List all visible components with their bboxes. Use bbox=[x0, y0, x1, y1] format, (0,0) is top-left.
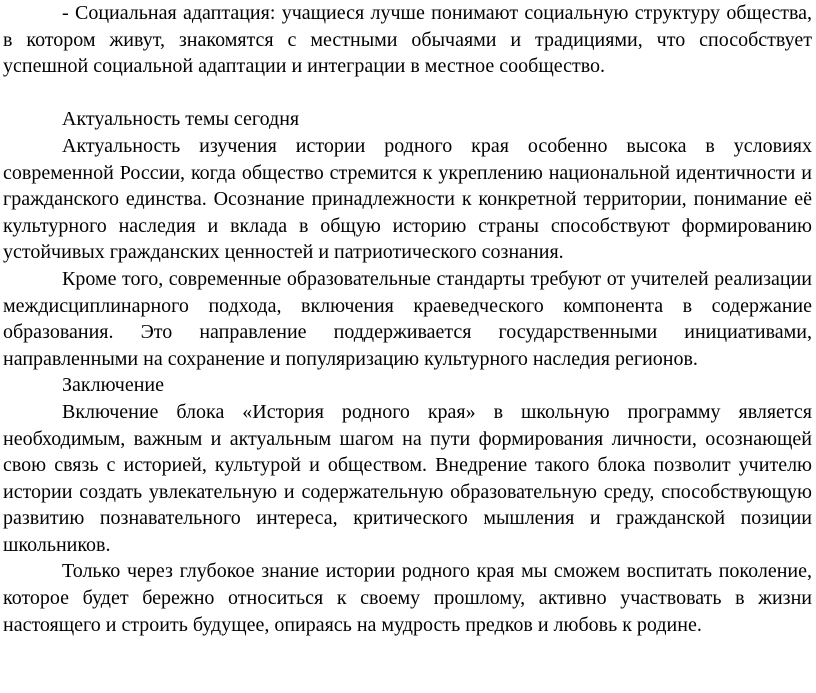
paragraph-conclusion-1: Включение блока «История родного края» в школьную программу является необходимым, важным и актуальным шагом на пути формирования личности, осознающей свою связь с историей, культурой и обществом. Внедрение такого блока позволит учителю истории создать увлекательную и содержательную образовательную среду, способствующую развитию познавательного интереса, критического мышления и гражданской позиции школьников. bbox=[3, 400, 812, 556]
paragraph-relevance-1: Актуальность изучения истории родного края особенно высока в условиях современной России, когда общество стремится к укреплению национальной идентичности и гражданского единства. Осознание принадлежности к конкретной территории, понимание её культурного наследия и вклада в общую историю страны способствуют формированию устойчивых гражданских ценностей и патриотического сознания. bbox=[3, 134, 812, 264]
heading-conclusion: Заключение bbox=[62, 374, 164, 397]
document-page bbox=[3, 0, 812, 638]
heading-relevance: Актуальность темы сегодня bbox=[62, 108, 300, 131]
blank-line bbox=[3, 80, 812, 107]
paragraph-conclusion-2: Только через глубокое знание истории родного края мы сможем воспитать поколение, которое будет бережно относиться к своему прошлому, активно участвовать в жизни настоящего и строить будущее, опираясь на мудрость предков и любовь к родине. bbox=[3, 560, 812, 636]
paragraph-social-adaptation: - Социальная адаптация: учащиеся лучше понимают социальную структуру общества, в котором живут, знакомятся с местными обычаями и традициями, что способствует успешной социальной адаптации и интеграции в местное сообщество. bbox=[3, 2, 812, 78]
paragraph-relevance-2: Кроме того, современные образовательные стандарты требуют от учителей реализации междисциплинарного подхода, включения краеведческого компонента в содержание образования. Это направление поддерживается государственными инициативами, направленными на сохранение и популяризацию культурного наследия регионов. bbox=[3, 267, 812, 370]
